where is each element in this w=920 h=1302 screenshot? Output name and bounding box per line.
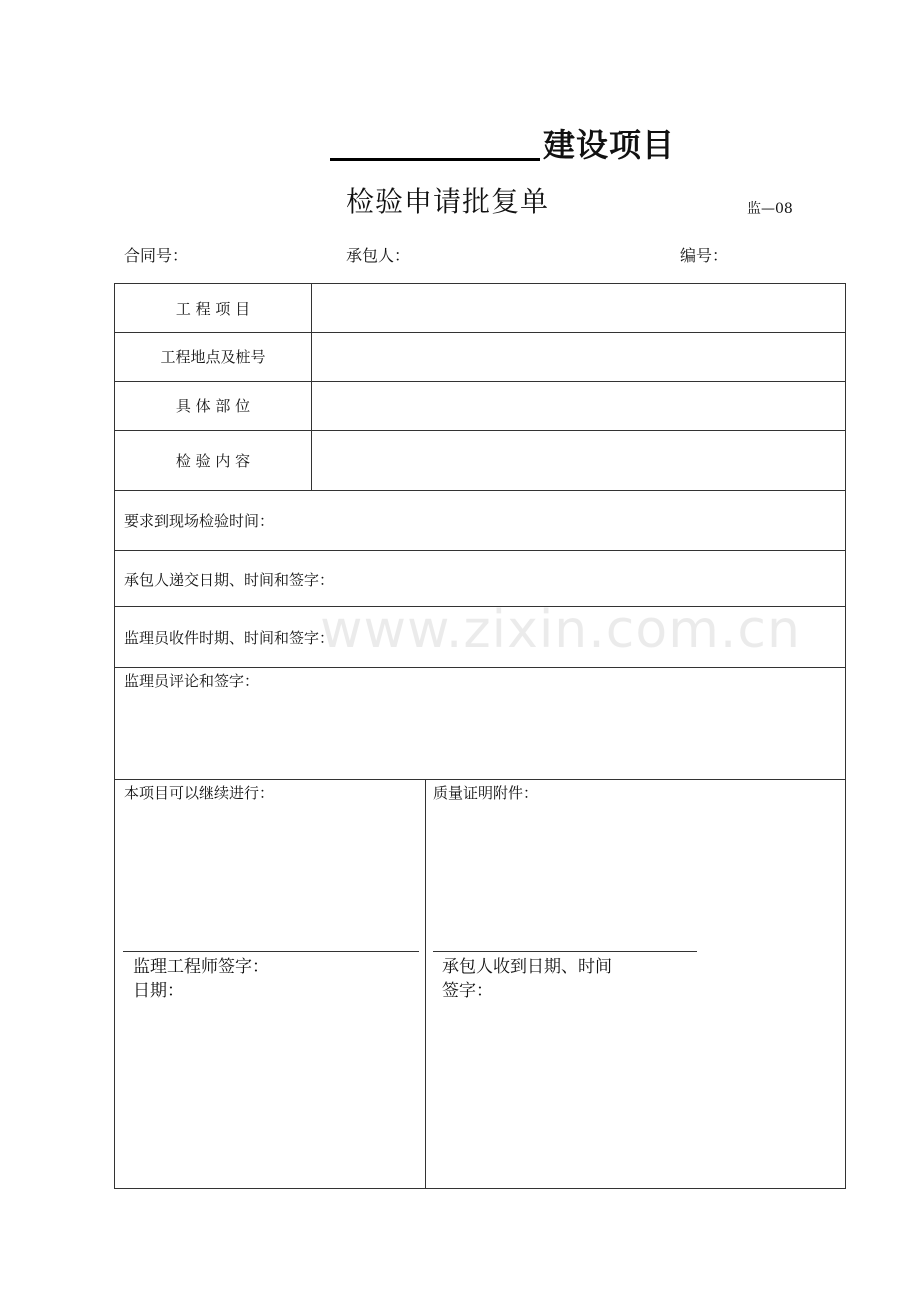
quality-cert-label: 质量证明附件：	[433, 784, 539, 802]
supervisor-comment-label: 监理员评论和签字：	[124, 672, 260, 690]
onsite-time-label: 要求到现场检验时间：	[124, 512, 275, 530]
document-title: 建设项目	[543, 126, 676, 164]
engineer-date-label: 日期：	[133, 981, 184, 1001]
project-label: 工 程 项 目	[175, 299, 251, 318]
contractor-submit-label: 承包人递交日期、时间和签字：	[124, 571, 335, 589]
contractor-sign-label: 签字：	[442, 981, 493, 1001]
document-subtitle: 检验申请批复单	[346, 185, 550, 218]
supervisor-receive-label: 监理员收件时期、时间和签字：	[124, 629, 335, 647]
form-code: 监—08	[747, 201, 793, 217]
watermark: www.zixin.com.cn	[320, 600, 801, 660]
contract-no-label: 合同号：	[124, 246, 189, 265]
title-project-name-blank[interactable]	[330, 158, 540, 161]
content-label: 检 验 内 容	[175, 451, 251, 470]
project-value-field[interactable]	[312, 284, 846, 332]
content-value-field[interactable]	[312, 431, 846, 490]
contractor-receive-label: 承包人收到日期、时间	[442, 957, 612, 977]
serial-no-label: 编号：	[680, 246, 729, 265]
inspection-form-table	[114, 283, 846, 1189]
location-value-field[interactable]	[312, 333, 846, 381]
part-value-field[interactable]	[312, 382, 846, 430]
engineer-sign-label: 监理工程师签字：	[133, 957, 269, 977]
location-label: 工程地点及桩号	[160, 348, 266, 366]
contractor-label: 承包人：	[346, 246, 411, 265]
continue-label: 本项目可以继续进行：	[124, 784, 275, 802]
part-label: 具 体 部 位	[175, 397, 251, 415]
